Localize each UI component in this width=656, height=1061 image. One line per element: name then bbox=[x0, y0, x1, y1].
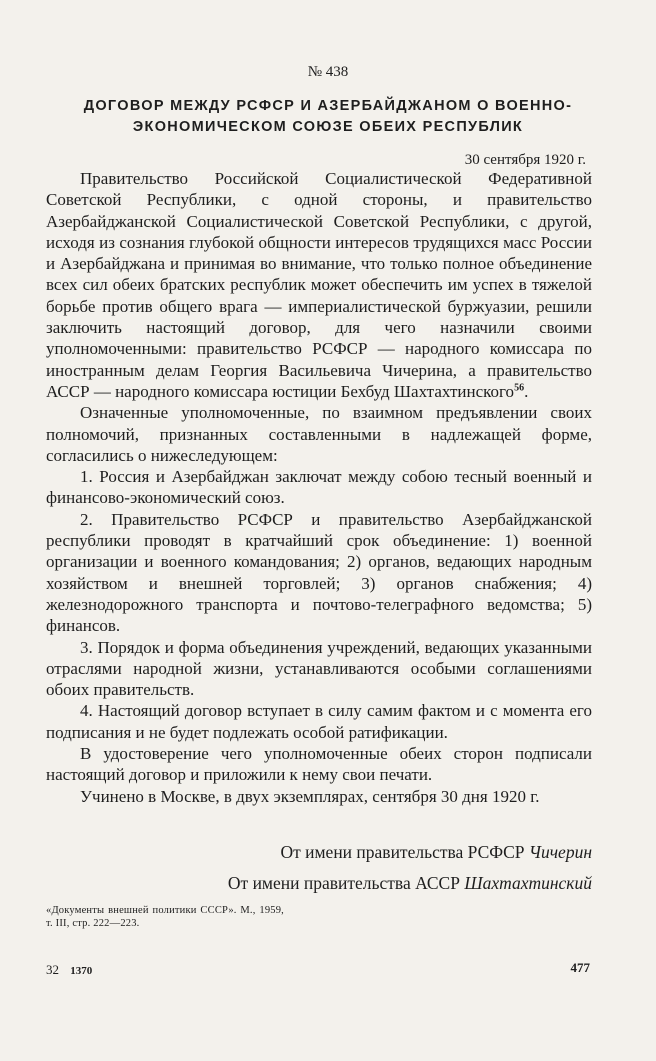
preamble-paragraph: Правительство Российской Социалистической Федеративной Советской Республики, с одной стороны, и правительство Азербайджанской Социалистической Советской Республики, с другой, исходя из сознания глубокой общности интересов трудящихся масс России и Азербайджана и принимая во внимание, что только полное объединение всех сил обеих братских республик может обеспечить им успех в тяжелой борьбе против общего врага — империалистической буржуазии, решили заключить настоящий договор, для чего назначили своими уполномоченными: правительство РСФСР — народного комиссара по иностранным делам Георгия Васильевича Чичерина, а правительство АССР — народного комиссара юстиции Бехбуд Шахтахтинского$^{56}$. bbox=[46, 169, 592, 401]
paragraph-article-2: 2. Правительство РСФСР и правительство Азербайджанской республики проводят в кратчайший срок объединение: 1) военной организации и военного командования; 2) органов, ведающих народным хозяйством и внешней торговлей; 3) органов снабжения; 4) железнодорожного транспорта и почтово-телеграфного ведомства; 5) финансов. bbox=[46, 509, 592, 636]
paragraph-attestation: В удостоверение чего уполномоченные обеих сторон подписали настоящий договор и приложили к нему свои печати. bbox=[46, 744, 592, 785]
source-citation: «Документы внешней политики СССР». М., 1959, т. III, стр. 222—223. bbox=[46, 905, 284, 929]
preamble-text: Правительство Российской Социалистической Федеративной Советской Республики, с одной стороны, и правительство Азербайджанской Социалистической Советской Республики, с другой, исходя из сознания глубокой общности интересов трудящихся масс России и Азербайджана и принимая во внимание, что только полное объединение всех сил обеих братских республик может обеспечить им успех в тяжелой борьбе против общего врага — империалистической буржуазии, решили заключить настоящий договор, для чего назначили своими уполномоченными: правительство РСФСР — народного комиссара по иностранным делам Георгия Васильевича Чичерина, а правительство АССР — народного комиссара юстиции Бехбуд Шахтахтинского bbox=[46, 169, 592, 401]
signatory-name: Чичерин bbox=[528, 842, 592, 862]
document-title bbox=[56, 96, 600, 138]
signature-label: От имени правительства РСФСР bbox=[280, 842, 525, 862]
signatory-name: Шахтахтинский bbox=[464, 873, 592, 893]
signature-rsfsr bbox=[46, 842, 592, 863]
page-number: 477 bbox=[570, 960, 590, 975]
paragraph-article-4: 4. Настоящий договор вступает в силу самим фактом и с момента его подписания и не будет подлежать особой ратификации. bbox=[46, 701, 592, 742]
title-line-1: ДОГОВОР МЕЖДУ РСФСР И АЗЕРБАЙДЖАНОМ О ВОЕННО- bbox=[83, 98, 573, 114]
print-number: 1370 bbox=[70, 965, 93, 977]
document-number: № 438 bbox=[307, 64, 349, 80]
title-line-2: ЭКОНОМИЧЕСКОМ СОЮЗЕ ОБЕИХ РЕСПУБЛИК bbox=[132, 119, 524, 135]
signature-number: 32 bbox=[46, 962, 59, 977]
footnote-reference: 56 bbox=[514, 382, 525, 394]
signature-assr bbox=[46, 873, 592, 894]
printer-signature-mark bbox=[46, 962, 92, 978]
paragraph-article-3: 3. Порядок и форма объединения учреждений, ведающих указанными отраслями народной жизни, устанавливаются особыми соглашениями обоих правительств. bbox=[46, 637, 592, 700]
paragraph-intro: Означенные уполномоченные, по взаимном предъявлении своих полномочий, признанных составленными в надлежащей форме, согласились о нижеследующем: bbox=[46, 403, 592, 465]
document-date: 30 сентября 1920 г. bbox=[464, 152, 586, 168]
document-body bbox=[46, 168, 592, 807]
paragraph-place-date: Учинено в Москве, в двух экземплярах, сентября 30 дня 1920 г. bbox=[80, 786, 540, 806]
paragraph-article-1: 1. Россия и Азербайджан заключат между собою тесный военный и финансово-экономический союз. bbox=[46, 467, 592, 508]
signature-label: От имени правительства АССР bbox=[227, 873, 460, 893]
